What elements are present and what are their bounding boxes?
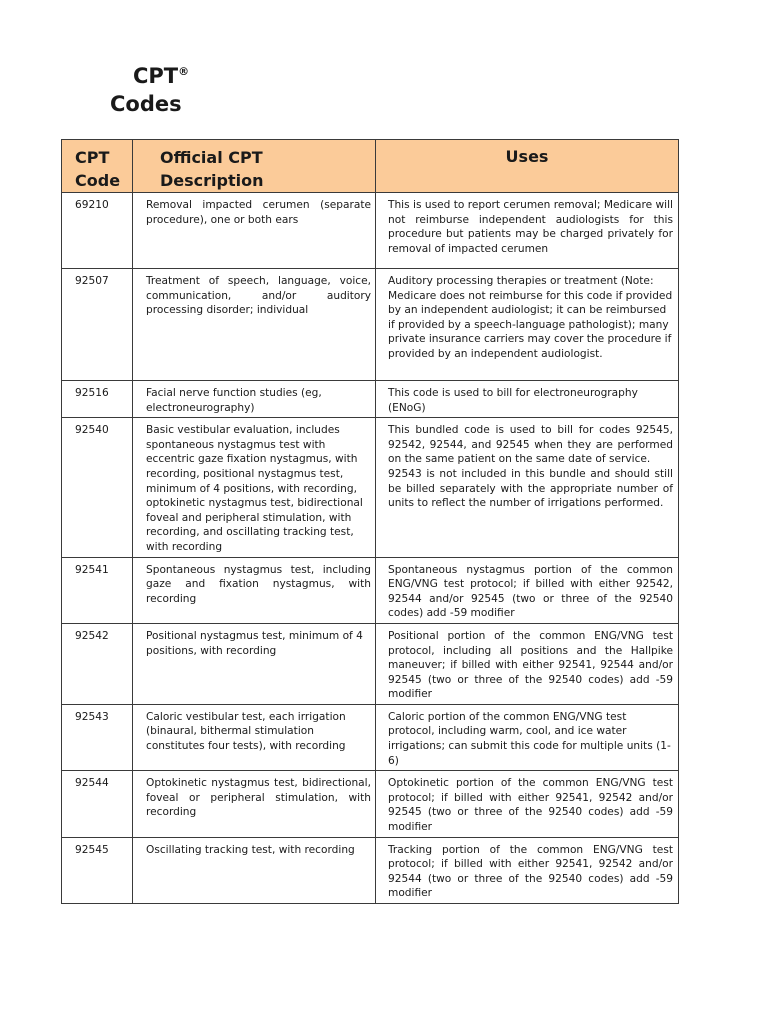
row-uses: Auditory processing therapies or treatment (Note: Medicare does not reimburse for this code if provided by an independent audiologist; it can be reimbursed if provided by a speech-language pathologist); many private insurance carriers may cover the procedure if provided by an independent audiologist. — [376, 269, 679, 381]
table-row — [62, 269, 679, 381]
row-description: Facial nerve function studies (eg, electroneurography) — [133, 381, 376, 418]
row-description: Treatment of speech, language, voice, communication, and/or auditory processing disorder; individual — [133, 269, 376, 381]
row-description: Spontaneous nystagmus test, including gaze and fixation nystagmus, with recording — [133, 557, 376, 623]
row-code: 92543 — [62, 704, 133, 770]
header-cpt-code: CPT Code — [62, 140, 133, 193]
table-row — [62, 418, 679, 557]
row-uses: Spontaneous nystagmus portion of the common ENG/VNG test protocol; if billed with either 92542, 92544 and/or 92545 (two or three of the 92540 codes) add -59 modifier — [376, 557, 679, 623]
row-code: 92542 — [62, 623, 133, 704]
table-row — [62, 193, 679, 269]
table-row — [62, 381, 679, 418]
row-code: 92507 — [62, 269, 133, 381]
title-line-2: Codes — [110, 92, 182, 116]
row-uses: Positional portion of the common ENG/VNG test protocol, including all positions and the Hallpike maneuver; if billed with either 92541, 92544 and/or 92545 (two or three of the 92540 codes) add -59 modifier — [376, 623, 679, 704]
row-description: Oscillating tracking test, with recording — [133, 837, 376, 903]
row-uses-note: 92543 is not included in this bundle and should still be billed separately with the appropriate number of units to reflect the number of irrigations performed. — [388, 467, 673, 510]
row-code: 92545 — [62, 837, 133, 903]
row-code: 92541 — [62, 557, 133, 623]
row-uses — [376, 418, 679, 557]
registered-mark: ® — [178, 65, 190, 78]
table-row — [62, 837, 679, 903]
row-uses: Optokinetic portion of the common ENG/VNG test protocol; if billed with either 92541, 92542 and/or 92545 (two or three of the 92540 codes) add -59 modifier — [376, 771, 679, 837]
row-description: Removal impacted cerumen (separate procedure), one or both ears — [133, 193, 376, 269]
document-title — [110, 62, 189, 118]
table-header-row — [62, 140, 679, 193]
row-uses: This code is used to bill for electroneurography (ENoG) — [376, 381, 679, 418]
row-uses: This is used to report cerumen removal; Medicare will not reimburse independent audiologists for this procedure but patients may be charged privately for removal of impacted cerumen — [376, 193, 679, 269]
row-code: 92540 — [62, 418, 133, 557]
table-row — [62, 704, 679, 770]
row-uses-bundle: This bundled code is used to bill for codes 92545, 92542, 92544, and 92545 when they are performed on the same patient on the same date of service. — [388, 424, 673, 466]
table-row — [62, 557, 679, 623]
cpt-codes-table — [61, 139, 679, 904]
row-code: 69210 — [62, 193, 133, 269]
header-uses: Uses — [376, 140, 679, 193]
row-code: 92544 — [62, 771, 133, 837]
row-description: Caloric vestibular test, each irrigation (binaural, bithermal stimulation constitutes four tests), with recording — [133, 704, 376, 770]
table-row — [62, 623, 679, 704]
row-uses: Caloric portion of the common ENG/VNG test protocol, including warm, cool, and ice water irrigations; can submit this code for multiple units (1-6) — [376, 704, 679, 770]
header-official-description: Official CPT Description — [133, 140, 376, 193]
table-row — [62, 771, 679, 837]
row-uses: Tracking portion of the common ENG/VNG test protocol; if billed with either 92541, 92542 and/or 92544 (two or three of the 92540 codes) add -59 modifier — [376, 837, 679, 903]
row-description: Basic vestibular evaluation, includes spontaneous nystagmus test with eccentric gaze fixation nystagmus, with recording, positional nystagmus test, minimum of 4 positions, with recording, optokinetic nystagmus test, bidirectional foveal and peripheral stimulation, with recording, and oscillating tracking test, with recording — [133, 418, 376, 557]
row-code: 92516 — [62, 381, 133, 418]
row-description: Optokinetic nystagmus test, bidirectional, foveal or peripheral stimulation, with recording — [133, 771, 376, 837]
title-line-1: CPT — [133, 64, 179, 88]
row-description: Positional nystagmus test, minimum of 4 positions, with recording — [133, 623, 376, 704]
